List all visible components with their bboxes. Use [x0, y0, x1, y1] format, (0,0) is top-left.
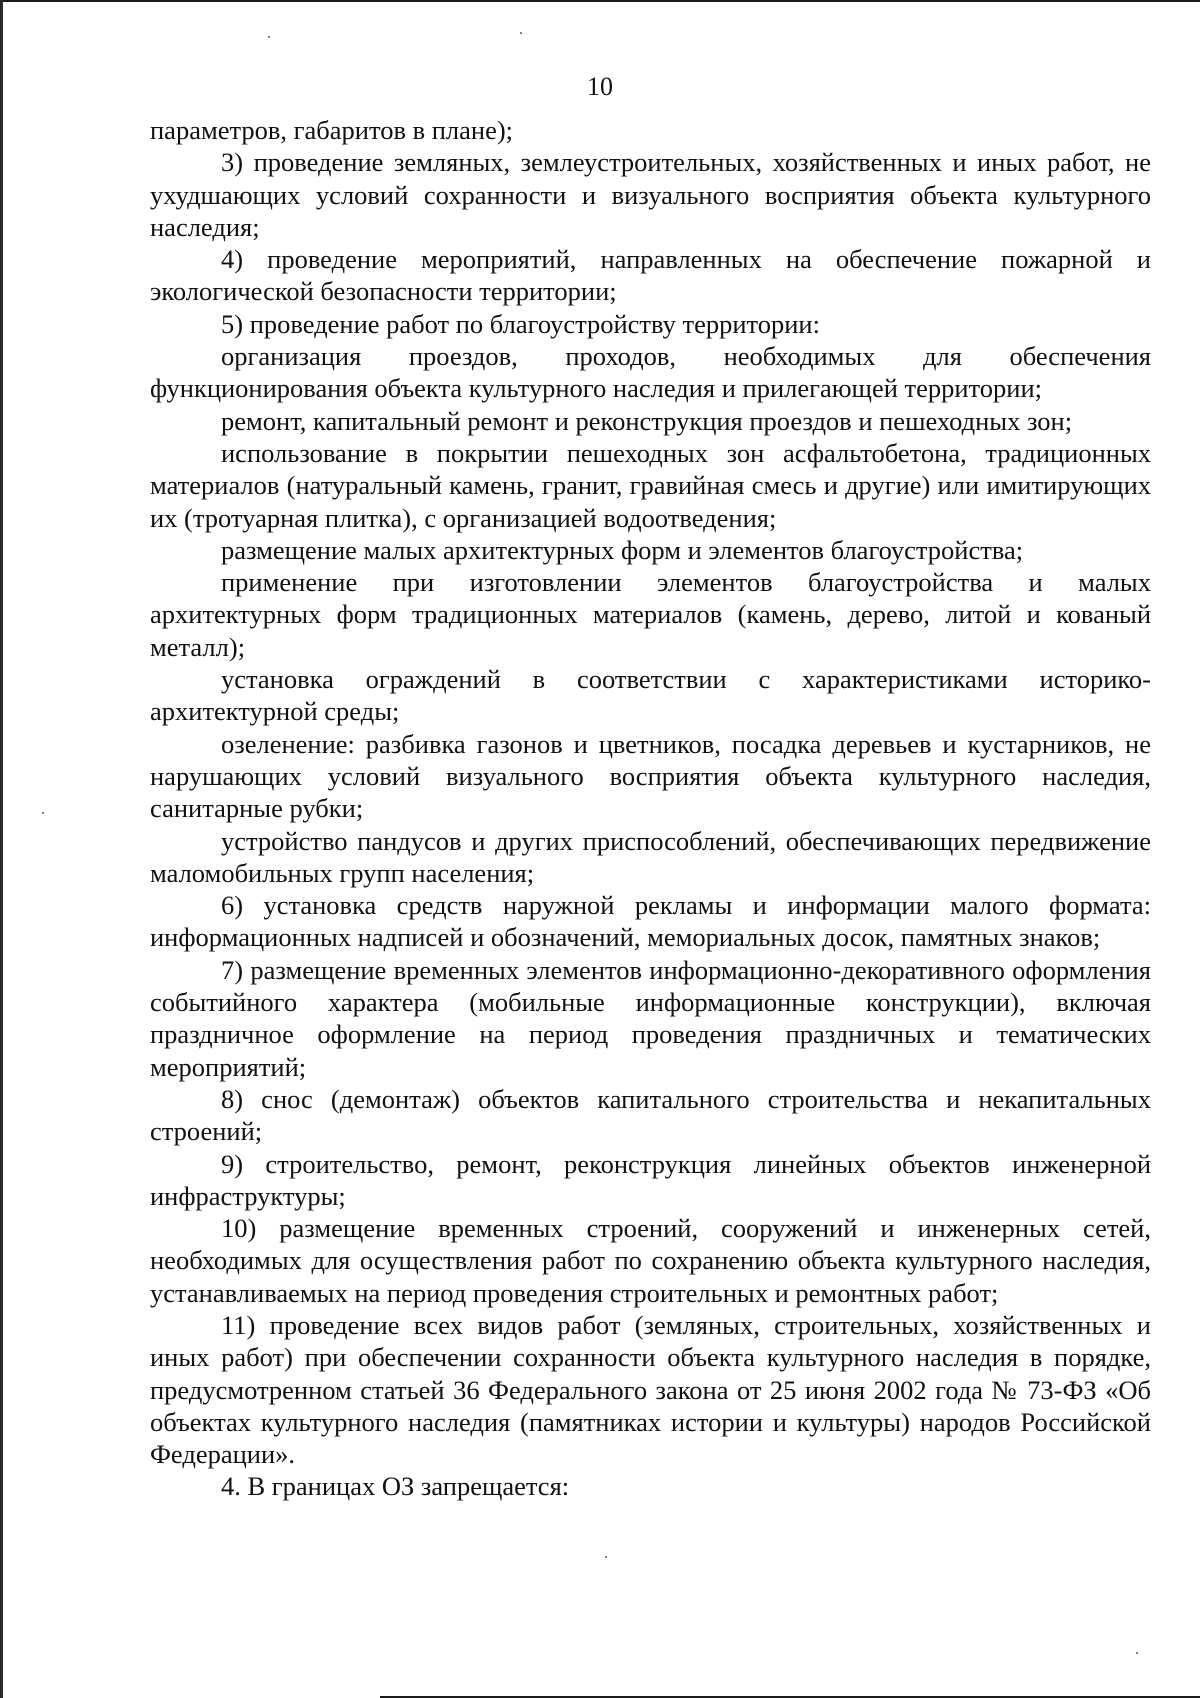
paragraph: применение при изготовлении элементов благоустройства и малых архитектурных форм традиционных материалов (камень, дерево, литой и кованый металл); — [150, 567, 1151, 662]
scan-speck — [268, 36, 270, 38]
paragraph: 11) проведение всех видов работ (земляных, строительных, хозяйственных и иных работ) при обеспечении сохранности объекта культурного наследия в порядке, предусмотренном статьей 36 Федерального закона от 25 июня 2002 года № 73-ФЗ «Об объектах культурного наследия (памятниках истории и культуры) народов Российской Федерации». — [150, 1309, 1151, 1470]
scan-speck — [42, 812, 44, 814]
paragraph: 8) снос (демонтаж) объектов капитального строительства и некапитальных строений; — [150, 1083, 1151, 1147]
paragraph: организация проездов, проходов, необходимых для обеспечения функционирования объекта культурного наследия и прилегающей территории; — [150, 341, 1151, 404]
document-body — [150, 114, 1151, 1503]
page-number: 10 — [587, 72, 613, 101]
paragraph: озеленение: разбивка газонов и цветников, посадка деревьев и кустарников, не нарушающих условий визуального восприятия объекта культурного наследия, санитарные рубки; — [150, 728, 1151, 824]
paragraph: размещение малых архитектурных форм и элементов благоустройства; — [221, 534, 1024, 565]
paragraph: ремонт, капитальный ремонт и реконструкция проездов и пешеходных зон; — [221, 405, 1073, 436]
paragraph: 10) размещение временных строений, сооружений и инженерных сетей, необходимых для осуществления работ по сохранению объекта культурного наследия, устанавливаемых на период проведения строительных и ремонтных работ; — [150, 1213, 1151, 1308]
scan-left-edge — [0, 0, 3, 1698]
paragraph: использование в покрытии пешеходных зон асфальтобетона, традиционных материалов (натуральный камень, гранит, гравийная смесь и другие) или имитирующих их (тротуарная плитка), с организацией водоотведения; — [150, 437, 1151, 533]
paragraph: установка ограждений в соответствии с характеристиками историко-архитектурной среды; — [150, 664, 1151, 727]
paragraph: параметров, габаритов в плане); — [150, 115, 514, 145]
paragraph: 3) проведение земляных, землеустроительных, хозяйственных и иных работ, не ухудшающих условий сохранности и визуального восприятия объекта культурного наследия; — [150, 147, 1151, 242]
paragraph: 4) проведение мероприятий, направленных на обеспечение пожарной и экологической безопасности территории; — [150, 244, 1151, 307]
paragraph: 6) установка средств наружной рекламы и информации малого формата: информационных надписей и обозначений, мемориальных досок, памятных знаков; — [150, 890, 1151, 953]
paragraph: 9) строительство, ремонт, реконструкция линейных объектов инженерной инфраструктуры; — [150, 1148, 1151, 1211]
scan-speck — [520, 32, 522, 34]
paragraph: 4. В границах ОЗ запрещается: — [221, 1471, 570, 1502]
scan-top-edge — [0, 0, 1200, 2]
scan-speck — [605, 1556, 607, 1558]
paragraph: устройство пандусов и других приспособлений, обеспечивающих передвижение маломобильных групп населения; — [150, 825, 1151, 888]
paragraph: 5) проведение работ по благоустройству территории: — [221, 308, 820, 339]
paragraph: 7) размещение временных элементов информационно-декоративного оформления событийного характера (мобильные информационные конструкции), включая праздничное оформление на период проведения праздничных и тематических мероприятий; — [150, 954, 1151, 1082]
scan-speck — [1136, 1652, 1138, 1654]
